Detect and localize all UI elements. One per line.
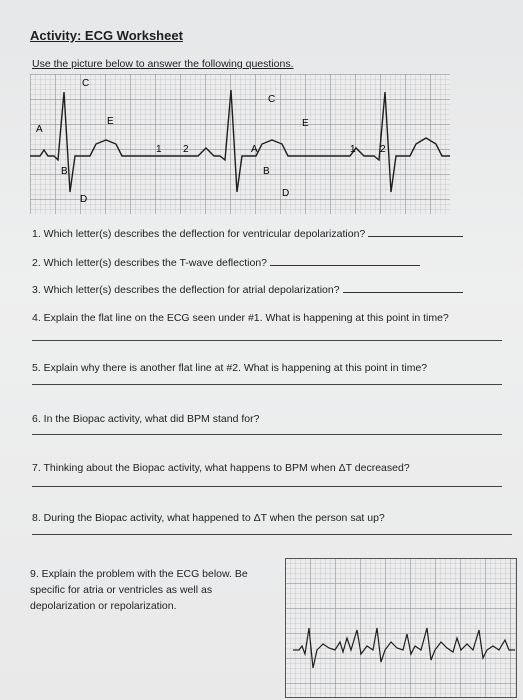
answer-blank-1[interactable]	[368, 236, 463, 237]
question-2	[32, 257, 420, 269]
ecg-label-e: E	[107, 116, 114, 127]
ecg-label-a-second: A	[251, 144, 258, 155]
ecg-label-d-second: D	[282, 188, 290, 199]
ecg-label-b-second: B	[263, 166, 270, 177]
question-3-text: 3. Which letter(s) describes the deflection for atrial depolarization?	[32, 284, 340, 296]
worksheet-title: Activity: ECG Worksheet	[30, 28, 183, 43]
question-9: 9. Explain the problem with the ECG below. Be specific for atria or ventricles as well as depolarization or repolarization.	[30, 568, 248, 612]
answer-line-4[interactable]	[32, 340, 502, 341]
answer-line-7[interactable]	[32, 486, 502, 487]
question-5: 5. Explain why there is another flat line at #2. What is happening at this point in time?	[32, 362, 428, 374]
answer-line-6[interactable]	[32, 434, 502, 435]
ecg-label-1-second: 1	[350, 144, 356, 155]
answer-line-8[interactable]	[32, 534, 512, 535]
question-1	[32, 228, 463, 240]
ecg-label-c-second: C	[268, 94, 276, 105]
ecg-label-e-second: E	[302, 118, 309, 129]
ecg-label-a: A	[36, 124, 43, 135]
ecg-label-c: C	[82, 78, 90, 89]
ecg-diagram-bottom	[285, 558, 517, 698]
question-3	[32, 284, 463, 296]
ecg-label-1: 1	[156, 144, 162, 155]
question-2-text: 2. Which letter(s) describes the T-wave deflection?	[32, 257, 267, 269]
question-1-text: 1. Which letter(s) describes the deflection for ventricular depolarization?	[32, 228, 366, 240]
ecg-label-2-second: 2	[380, 144, 386, 155]
ecg-label-2: 2	[183, 144, 189, 155]
question-8: 8. During the Biopac activity, what happened to ΔT when the person sat up?	[32, 512, 385, 524]
answer-blank-2[interactable]	[270, 265, 420, 266]
answer-line-5[interactable]	[32, 384, 502, 385]
ecg-diagram-top	[30, 74, 450, 214]
instruction-text: Use the picture below to answer the following questions.	[32, 58, 294, 70]
ecg-label-d: D	[80, 194, 88, 205]
answer-blank-3[interactable]	[343, 292, 463, 293]
question-7: 7. Thinking about the Biopac activity, what happens to BPM when ΔT decreased?	[32, 462, 410, 474]
question-4: 4. Explain the flat line on the ECG seen under #1. What is happening at this point in time?	[32, 312, 449, 324]
ecg-label-b: B	[61, 166, 68, 177]
question-6: 6. In the Biopac activity, what did BPM stand for?	[32, 413, 260, 425]
